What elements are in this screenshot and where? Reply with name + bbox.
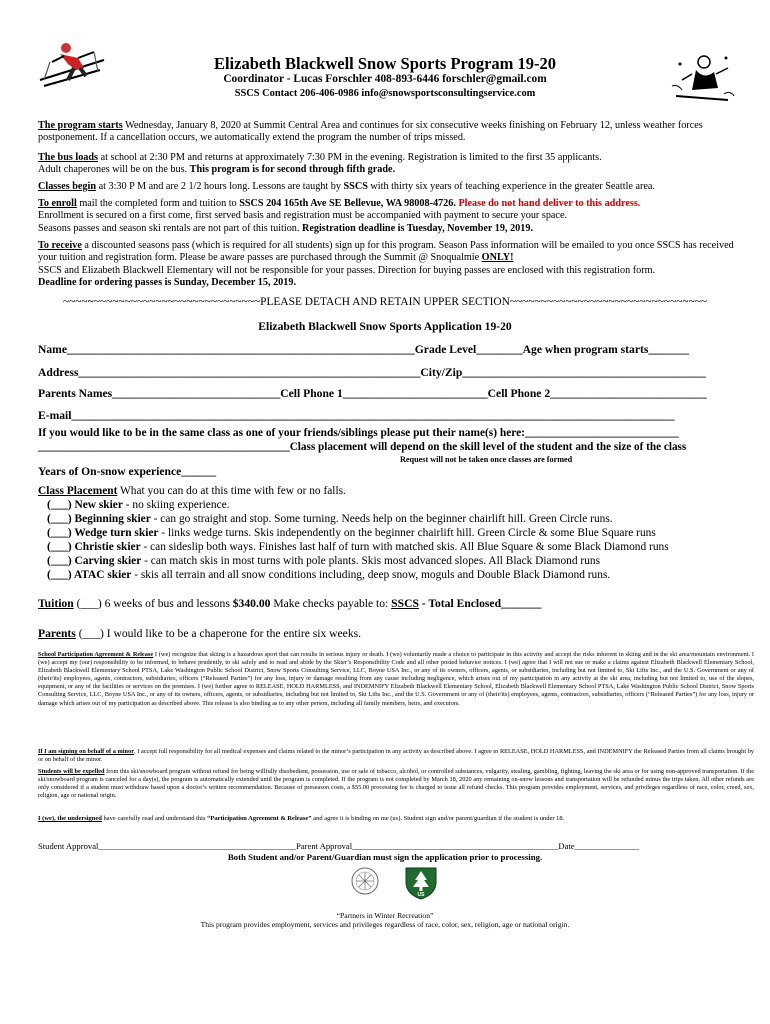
participation-agreement: School Participation Agreement & Release I (we) recognize that skiing is a hazardous sport that can results in serious injury or death. I (we) voluntarily made a choice to participate in this activity and accept the risks inherent in skiing and in the ski area/mountain environment. I (we) accept my (our) responsibility to be informed, to behave prudently, to ski safely and to read and abide by the Skier’s Responsibility Code and all other posted behavior notices. I (we) agree that I will not sue or make a claims against Elizabeth Blackwell Elementary School, Elizabeth Blackwell Elementary School PTSA, Lake Washington Public School District, Snow Sports Consulting Service, LLC, Boyne USA Inc., or any of its owners, officers, agents, or subsidiaries, including but not limited to, Ski Lifts Inc., and the U.S. Government or any of (their/its) employees, agents, contractors, subsidiaries, officers (“Released Parties”) for any loss, injury or damage resulting from any cause including negligence, which arises out of my participation in any activity at the ski area, including but not limited to, use of the slopes, equipment, or any of the facilities or services on the premises. I (we) further agree to RELEASE, HOLD HARMLESS, and INDEMNIFY Elizabeth Blackwell Elementary School, Elizabeth Blackwell Elementary School PTSA, Lake Washington Public School District, Snow Sports Consulting Service, LLC, Boyne USA Inc., or any of its owners, officers, agents, or subsidiaries, including but not limited to, Ski Lifts Inc., and the U.S. Government or any of (their/its) employees, agents, contractors, subsidiaries, officers (“Released Parties”) for any loss, injury or damage which arises out of my participation as described above. This release is also binding as to any other person, including all family members, heirs, and executors. [38, 651, 754, 707]
name-field[interactable]: Name____________________________________________________________Grade Level________Age when program starts_______ [38, 343, 689, 356]
request-note: Request will not be taken once classes are formed [400, 455, 573, 464]
expulsion-clause: Students will be expelled from this ski/snowboard program without refund for being willfully disobedient, possession, use or sale of tobacco, alcohol, or controlled substances, vulgarity, stealing, gambling, fighting, leaving the ski area or for using non-approved transportation. If the ski/snowboard program is canceled for a day(s), the program is automatically extended until the program is completed. If the program is not completed by March 18, 2020 any remaining on-snow lessons and transportation will be refunded minus the trips taken. All other refunds are only considered if a student must withdraw based upon a doctor’s written recommendation. Because of preseason costs, a $55.00 processing fee is charged to issue all refund checks. This program provides employment, services, and privileges regardless of race, color, creed, sex, religion, age or national origin. [38, 768, 754, 800]
partners-slogan: “Partners in Winter Recreation” [336, 911, 434, 920]
program-starts-paragraph: The program starts Wednesday, January 8, 2020 at Summit Central Area and continues for six consecutive weeks finishing on February 12, unless weather forces postponement. If a cancellation occurs, we automatically extend the program the number of trips missed. [38, 120, 703, 144]
page-title: Elizabeth Blackwell Snow Sports Program 19-20 [213, 54, 557, 73]
class-option-wedge[interactable]: (___) Wedge turn skier - links wedge turns. Skis independently on the beginner chairlift hill. Green Circle & some Blue Square runs [47, 527, 656, 539]
bus-paragraph: The bus loads at school at 2:30 PM and returns at approximately 7:30 PM in the evening. Registration is limited to the first 35 applicants. Adult chaperones will be on the bus. This program is for second through fifth grade. [38, 152, 602, 176]
classes-paragraph: Classes begin at 3:30 P M and are 2 1/2 hours long. Lessons are taught by SSCS with thirty six years of teaching experience in the greater Seattle area. [38, 181, 655, 192]
class-placement-header: Class Placement What you can do at this time with few or no falls. [38, 485, 346, 497]
forest-service-shield-icon [404, 864, 438, 900]
signature-line[interactable]: Student Approval______________________________________________Parent Approval________________________________________________Date_______________ [38, 841, 640, 851]
class-option-atac[interactable]: (___) ATAC skier - skis all terrain and all snow conditions including, deep snow, moguls and Double Black Diamond runs. [47, 569, 611, 581]
detach-line: ~~~~~~~~~~~~~~~~~~~~~~~~~~~~~~~~PLEASE DETACH AND RETAIN UPPER SECTION~~~~~~~~~~~~~~~~~~~~~~~~~~~~~~~~ [62, 296, 708, 308]
class-option-beginning[interactable]: (___) Beginning skier - can go straight and stop. Some turning. Needs help on the beginner chairlift hill. Green Circle runs. [47, 513, 613, 525]
svg-text:US: US [417, 892, 425, 898]
email-field[interactable]: E-mail________________________________________________________________________________________________________ [38, 409, 675, 422]
class-placement-note[interactable]: _____________________________________________Class placement will depend on the skill level of the student and the size of the class [38, 441, 687, 453]
coordinator-line: Coordinator - Lucas Forschler 408-893-6446 forschler@gmail.com [223, 73, 547, 85]
tuition-line[interactable]: Tuition (___) 6 weeks of bus and lessons $340.00 Make checks payable to: SSCS - Total Enclosed_______ [38, 597, 542, 610]
contact-line: SSCS Contact 206-406-0986 info@snowsportsconsultingservice.com [234, 88, 536, 99]
parents-names-field[interactable]: Parents Names_____________________________Cell Phone 1_________________________Cell Phone 2___________________________ [38, 387, 707, 400]
application-title: Elizabeth Blackwell Snow Sports Application 19-20 [258, 320, 512, 333]
receive-paragraph: To receive a discounted seasons pass (which is required for all students) sign up for this program. Season Pass information will be emailed to you once SSCS has received your tuition and registration form. Please be aware passes are purchased through the Summit @ Snoqualmie ONLY! SSCS and Elizabeth Blackwell Elementary will not be responsible for your passes. Direction for buying passes are enclosed with this registration form. Deadline for ordering passes is Sunday, December 15, 2019. [38, 240, 734, 289]
nondiscrimination-statement: This program provides employment, services and privileges regardless of race, color, sex, religion, age or national origin. [200, 920, 570, 929]
class-option-christie[interactable]: (___) Christie skier - can sideslip both ways. Finishes last half of turn with matched skis. All Blue Square & some Black Diamond runs [47, 541, 669, 553]
address-field[interactable]: Address___________________________________________________________City/Zip__________________________________________ [38, 366, 706, 379]
years-experience-field[interactable]: Years of On-snow experience______ [38, 465, 217, 478]
class-option-carving[interactable]: (___) Carving skier - can match skis in most turns with pole plants. Skis most advanced slopes. All Black Diamond runs [47, 555, 601, 567]
minor-clause: If I am signing on behalf of a minor, I accept full responsibility for all medical expenses and claims related to the minor’s participation in any activity as described above. I agree to RELEASE, HOLD HARMLESS, and INDEMNIFY the Released Parties from all claims brought by or on behalf of the minor. [38, 748, 755, 764]
friends-field[interactable]: If you would like to be in the same class as one of your friends/siblings please put their name(s) here:___________________________ [38, 427, 679, 439]
signature-note: Both Student and/or Parent/Guardian must sign the application prior to processing. [227, 852, 543, 862]
usda-forest-service-seal-icon [350, 866, 380, 896]
undersigned-clause: I (we), the undersigned have carefully read and understand this “Participation Agreement & Release” and agree it is binding on me (us). Student sign and/or parent/guardian if the student is under 18. [38, 815, 565, 822]
chaperone-line[interactable]: Parents (___) I would like to be a chaperone for the entire six weeks. [38, 627, 362, 640]
class-option-new[interactable]: (___) New skier - no skiing experience. [47, 499, 230, 511]
enroll-paragraph: To enroll mail the completed form and tuition to SSCS 204 165th Ave SE Bellevue, WA 98008-4726. Please do not hand deliver to this address. Enrollment is secured on a first come, first served basis and registration must be accompanied with payment to secure your space. Seasons passes and season ski rentals are not part of this tuition. Registration deadline is Tuesday, November 19, 2019. [38, 198, 641, 234]
